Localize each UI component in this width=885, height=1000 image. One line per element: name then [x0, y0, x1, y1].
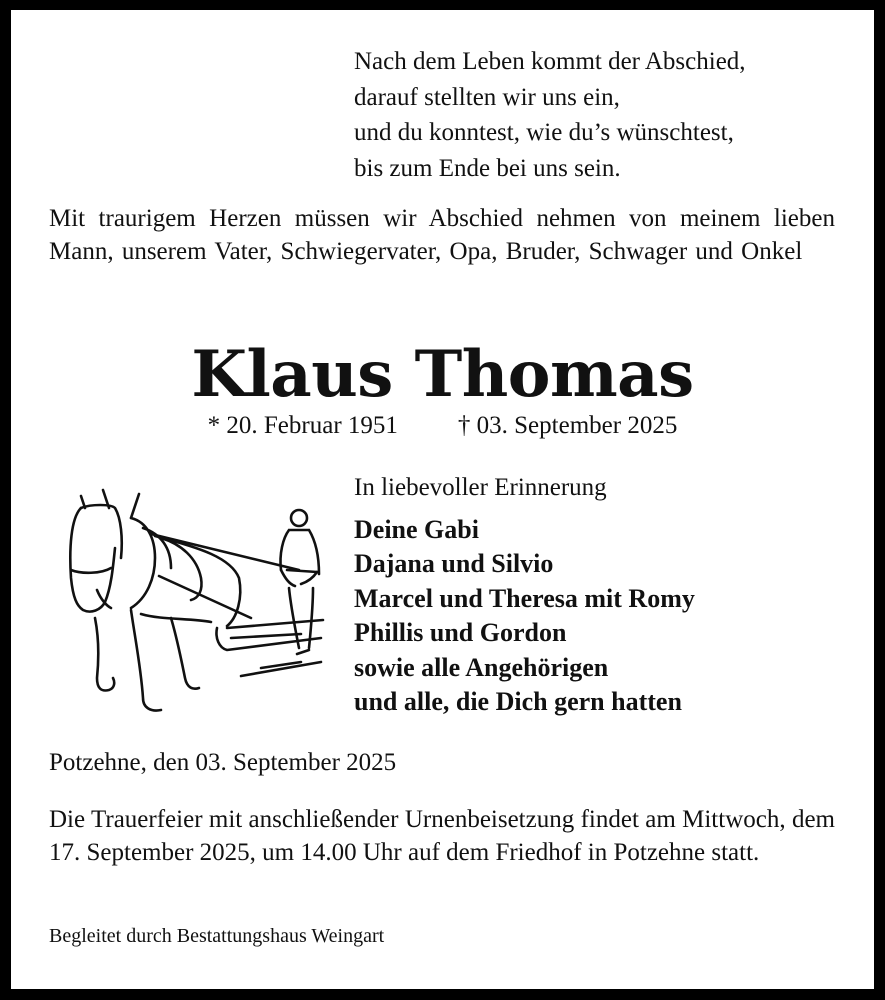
signer: Phillis und Gordon [354, 618, 567, 648]
obituary-notice [11, 10, 874, 989]
horse-chest [95, 618, 114, 691]
death-date: † 03. September 2025 [457, 412, 678, 439]
birth-date: * 20. Februar 1951 [207, 412, 398, 439]
trace-rein [151, 534, 299, 570]
memory-line: In liebevoller Erinnerung [354, 474, 607, 501]
signer: und alle, die Dich gern hatten [354, 686, 682, 716]
poem-line: darauf stellten wir uns ein, [354, 83, 620, 111]
horse-leg-back [171, 618, 199, 689]
horse-belly [141, 614, 211, 622]
poem-line: Nach dem Leben kommt der Abschied, [354, 48, 746, 75]
signer: Marcel und Theresa mit Romy [354, 583, 695, 613]
signer: Deine Gabi [354, 515, 479, 544]
life-dates [11, 410, 874, 442]
signers-list [354, 513, 695, 719]
signer: sowie alle Angehörigen [354, 652, 609, 682]
log [216, 620, 323, 650]
poem-line: und du konntest, wie du’s wünschtest, [354, 119, 734, 146]
man-head [291, 510, 307, 526]
place-date: Potzehne, den 03. September 2025 [49, 749, 397, 776]
funeral-home: Begleitet durch Bestattungshaus Weingart [49, 925, 385, 947]
ground-line [241, 662, 321, 676]
horse-plowing-illustration [51, 478, 336, 728]
intro-text: Mit traurigem Herzen müssen wir Abschied nehmen von meinem lieben Mann, unserem Vater, Schwiegervater, Opa, Bruder, Schwager und Onkel [49, 205, 835, 265]
horse-front-leg [131, 610, 161, 711]
horse-collar [131, 518, 171, 608]
deceased-name: Klaus Thomas [191, 337, 694, 412]
poem [354, 44, 746, 186]
poem-line: bis zum Ende bei uns sein. [354, 154, 621, 182]
ceremony-details: Die Trauerfeier mit anschließender Urnenbeisetzung findet am Mittwoch, dem 17. September 2025, um 14.00 Uhr auf dem Friedhof in Potzehne statt. [49, 806, 835, 866]
signer: Dajana und Silvio [354, 549, 554, 579]
